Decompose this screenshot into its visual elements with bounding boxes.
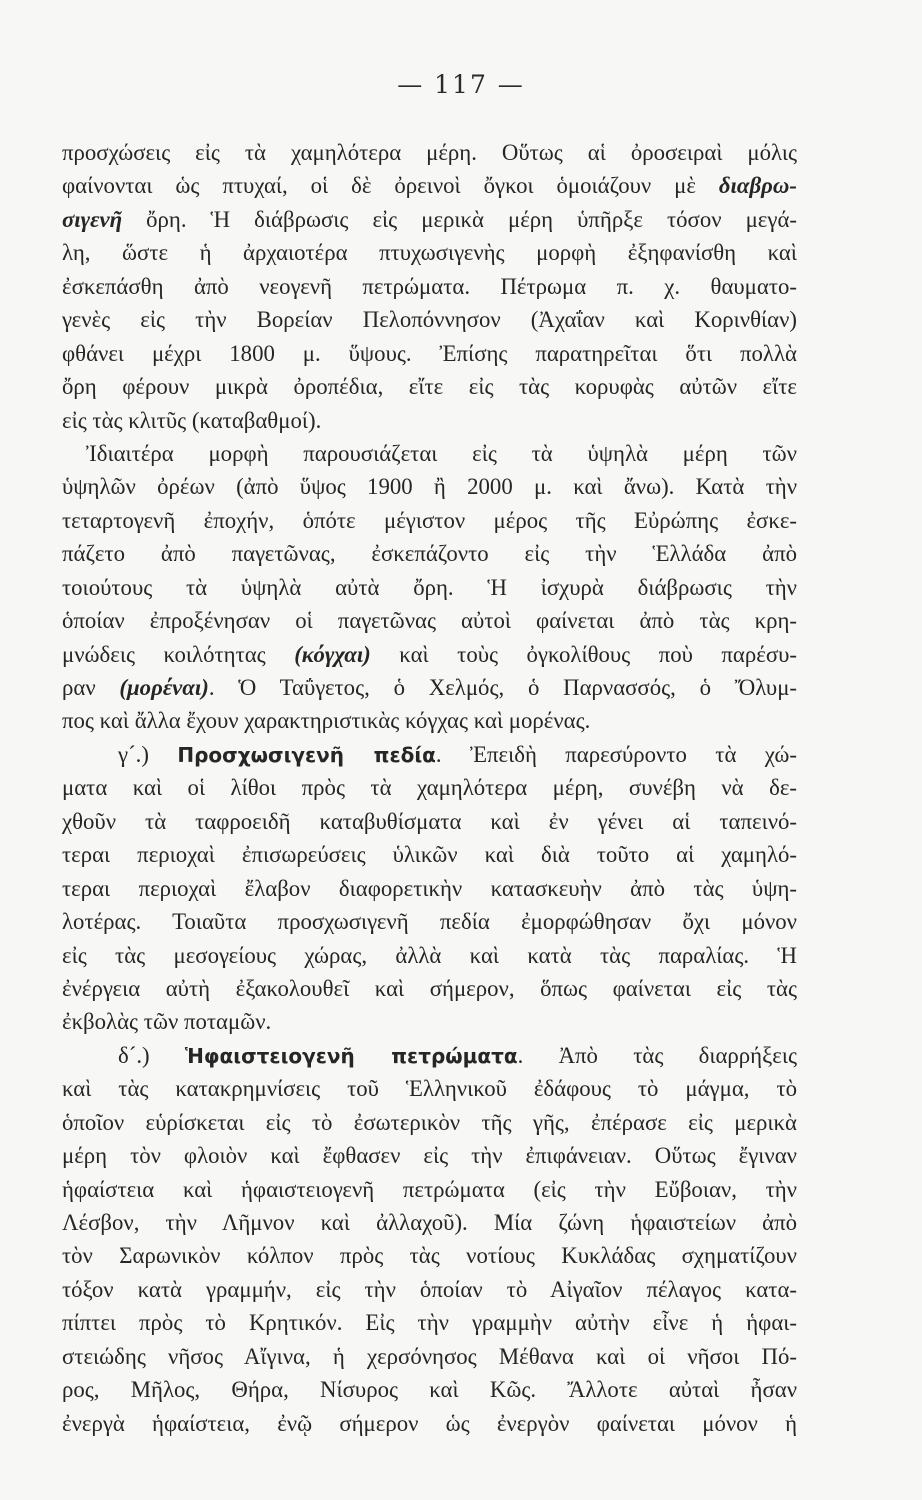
page-number: — 117 — — [397, 70, 525, 99]
text-line — [62, 337, 797, 370]
text-line — [62, 1373, 797, 1406]
text-line — [62, 236, 797, 269]
text-segment: εἰς τὰς μεσογείους χώρας, ἀλλὰ καὶ κατὰ τὰς παραλίας. Ἡ — [62, 942, 797, 968]
text-segment: καὶ τοὺς ὀγκολίθους ποὺ παρέσυ- — [370, 641, 797, 667]
text-line — [62, 1139, 797, 1172]
text-segment: πίπτει πρὸς τὸ Κρητικόν. Εἰς τὴν γραμμὴν αὐτὴν εἶνε ἡ ἡφαι- — [62, 1310, 797, 1336]
text-segment: προσχώσεις εἰς τὰ χαμηλότερα μέρη. Οὕτως αἱ ὀροσειραὶ μόλις — [62, 140, 797, 165]
text-line — [62, 504, 797, 537]
text-segment: ἐνεργὰ ἡφαίστεια, ἐνῷ σήμερον ὡς ἐνεργὸν φαίνεται μόνον ἡ — [62, 1410, 797, 1436]
text-line — [62, 1306, 797, 1339]
text-segment: ἡφαίστεια καὶ ἡφαιστειογενῆ πετρώματα (εἰς τὴν Εὔβοιαν, τὴν — [62, 1176, 797, 1202]
text-segment: μνώδεις κοιλότητας — [62, 641, 295, 667]
text-segment: . Ὁ Ταΰγετος, ὁ Χελμός, ὁ Παρνασσός, ὁ Ὄλυμ- — [208, 675, 797, 700]
text-segment: λη, ὥστε ἡ ἀρχαιοτέρα πτυχωσιγενὴς μορφὴ ἐξηφανίσθη καὶ — [62, 240, 797, 266]
text-segment: δ´.) — [118, 1042, 185, 1068]
emphasized-term: διαβρω- — [718, 173, 797, 199]
text-segment: γ´.) — [118, 741, 178, 767]
text-segment: τεραι περιοχαὶ ἔλαβον διαφορετικὴν κατασκευὴν ἀπὸ τὰς ὑψη- — [62, 875, 797, 901]
text-line — [62, 169, 797, 202]
text-line — [62, 437, 797, 470]
text-line — [62, 470, 797, 503]
section-heading: Προσχωσιγενῆ πεδία — [177, 742, 436, 767]
text-line — [62, 303, 797, 336]
text-line — [62, 1273, 797, 1306]
text-segment: μέρη τὸν φλοιὸν καὶ ἔφθασεν εἰς τὴν ἐπιφάνειαν. Οὕτως ἔγιναν — [62, 1143, 797, 1169]
section-heading: Ἡφαιστειογενῆ πετρώματα — [184, 1043, 518, 1068]
text-line — [62, 537, 797, 570]
text-line — [62, 1239, 797, 1272]
text-segment: λοτέρας. Τοιαῦτα προσχωσιγενῆ πεδία ἐμορφώθησαν ὄχι μόνον — [62, 909, 797, 935]
text-segment: τεραι περιοχαὶ ἐπισωρεύσεις ὑλικῶν καὶ διὰ τοῦτο αἱ χαμηλό- — [62, 842, 797, 868]
body-text — [62, 136, 797, 1440]
text-line — [62, 872, 797, 905]
text-segment: ὄρη. Ἡ διάβρωσις εἰς μερικὰ μέρη ὑπῆρξε τόσον μεγά- — [122, 206, 797, 232]
text-segment: εἰς τὰς κλιτῦς (καταβαθμοί). — [62, 407, 322, 433]
text-segment: τοιούτους τὰ ὑψηλὰ αὐτὰ ὄρη. Ἡ ἰσχυρὰ διάβρωσις τὴν — [62, 574, 797, 600]
text-line — [62, 1039, 797, 1072]
text-segment: ὁποῖον εὑρίσκεται εἰς τὸ ἐσωτερικὸν τῆς γῆς, ἐπέρασε εἰς μερικὰ — [62, 1109, 797, 1135]
text-line — [62, 270, 797, 303]
text-line — [62, 939, 797, 972]
text-line — [62, 671, 797, 704]
text-segment: φαίνονται ὡς πτυχαί, οἱ δὲ ὀρεινοὶ ὄγκοι ὁμοιάζουν μὲ — [62, 173, 719, 199]
text-segment: φθάνει μέχρι 1800 μ. ὕψους. Ἐπίσης παρατηρεῖται ὅτι πολλὰ — [62, 340, 797, 366]
text-line — [62, 1206, 797, 1239]
text-line — [62, 571, 797, 604]
text-segment: ραν — [62, 675, 120, 700]
text-line — [62, 738, 797, 771]
text-segment: ἐνέργεια αὐτὴ ἐξακολουθεῖ καὶ σήμερον, ὅπως φαίνεται εἰς τὰς — [62, 975, 797, 1001]
text-segment: τόξον κατὰ γραμμήν, εἰς τὴν ὁποίαν τὸ Αἰγαῖον πέλαγος κατα- — [62, 1276, 797, 1302]
text-segment: ὄρη φέρουν μικρὰ ὀροπέδια, εἴτε εἰς τὰς κορυφὰς αὐτῶν εἴτε — [62, 374, 797, 400]
text-line — [62, 805, 797, 838]
text-segment: . Ἐπειδὴ παρεσύροντο τὰ χώ- — [435, 741, 797, 767]
emphasized-term: (κόγχαι) — [294, 641, 371, 667]
text-line — [62, 136, 797, 169]
text-line — [62, 604, 797, 637]
text-line — [62, 1106, 797, 1139]
text-line — [62, 838, 797, 871]
text-line — [62, 972, 797, 1005]
text-line — [62, 905, 797, 938]
text-segment: πος καὶ ἄλλα ἔχουν χαρακτηριστικὰς κόγχας καὶ μορένας. — [62, 708, 591, 734]
text-line — [62, 638, 797, 671]
text-line — [62, 704, 797, 737]
text-segment: τεταρτογενῆ ἐποχήν, ὁπότε μέγιστον μέρος τῆς Εὐρώπης ἐσκε- — [62, 507, 797, 533]
text-segment: ὁποίαν ἐπροξένησαν οἱ παγετῶνας αὐτοὶ φαίνεται ἀπὸ τὰς κρη- — [62, 608, 797, 634]
emphasized-term: σιγενῆ — [62, 206, 123, 232]
text-segment: ἐκβολὰς τῶν ποταμῶν. — [62, 1009, 272, 1035]
text-segment: καὶ τὰς κατακρημνίσεις τοῦ Ἑλληνικοῦ ἐδάφους τὸ μάγμα, τὸ — [62, 1076, 797, 1102]
text-line — [62, 1407, 797, 1440]
text-segment: γενὲς εἰς τὴν Βορείαν Πελοπόννησον (Ἀχαΐαν καὶ Κορινθίαν) — [62, 307, 797, 333]
text-segment: τὸν Σαρωνικὸν κόλπον πρὸς τὰς νοτίους Κυκλάδας σχηματίζουν — [62, 1243, 797, 1269]
text-segment: ὑψηλῶν ὀρέων (ἀπὸ ὕψος 1900 ἢ 2000 μ. καὶ ἄνω). Κατὰ τὴν — [62, 474, 797, 500]
emphasized-term: (μορέναι) — [119, 675, 209, 700]
text-segment: ματα καὶ οἱ λίθοι πρὸς τὰ χαμηλότερα μέρη, συνέβη νὰ δε- — [62, 775, 797, 801]
text-segment: . Ἀπὸ τὰς διαρρήξεις — [517, 1042, 797, 1068]
text-segment: Ἰδιαιτέρα μορφὴ παρουσιάζεται εἰς τὰ ὑψηλὰ μέρη τῶν — [86, 440, 797, 466]
text-segment: ρος, Μῆλος, Θήρα, Νίσυρος καὶ Κῶς. Ἄλλοτε αὐταὶ ἦσαν — [62, 1377, 797, 1403]
text-line — [62, 203, 797, 236]
text-line — [62, 1005, 797, 1038]
text-segment: ἐσκεπάσθη ἀπὸ νεογενῆ πετρώματα. Πέτρωμα π. χ. θαυματο- — [62, 273, 797, 299]
text-line — [62, 1340, 797, 1373]
text-segment: χθοῦν τὰ ταφροειδῆ καταβυθίσματα καὶ ἐν γένει αἱ ταπεινό- — [62, 808, 797, 834]
text-segment: πάζετο ἀπὸ παγετῶνας, ἐσκεπάζοντο εἰς τὴν Ἑλλάδα ἀπὸ — [62, 541, 797, 567]
text-line — [62, 1173, 797, 1206]
text-segment: στειώδης νῆσος Αἴγινα, ἡ χερσόνησος Μέθανα καὶ οἱ νῆσοι Πό- — [62, 1343, 797, 1369]
text-segment: Λέσβον, τὴν Λῆμνον καὶ ἀλλαχοῦ). Μία ζώνη ἡφαιστείων ἀπὸ — [62, 1210, 797, 1235]
text-line — [62, 1072, 797, 1105]
text-line — [62, 370, 797, 403]
text-line — [62, 771, 797, 804]
text-line — [62, 404, 797, 437]
